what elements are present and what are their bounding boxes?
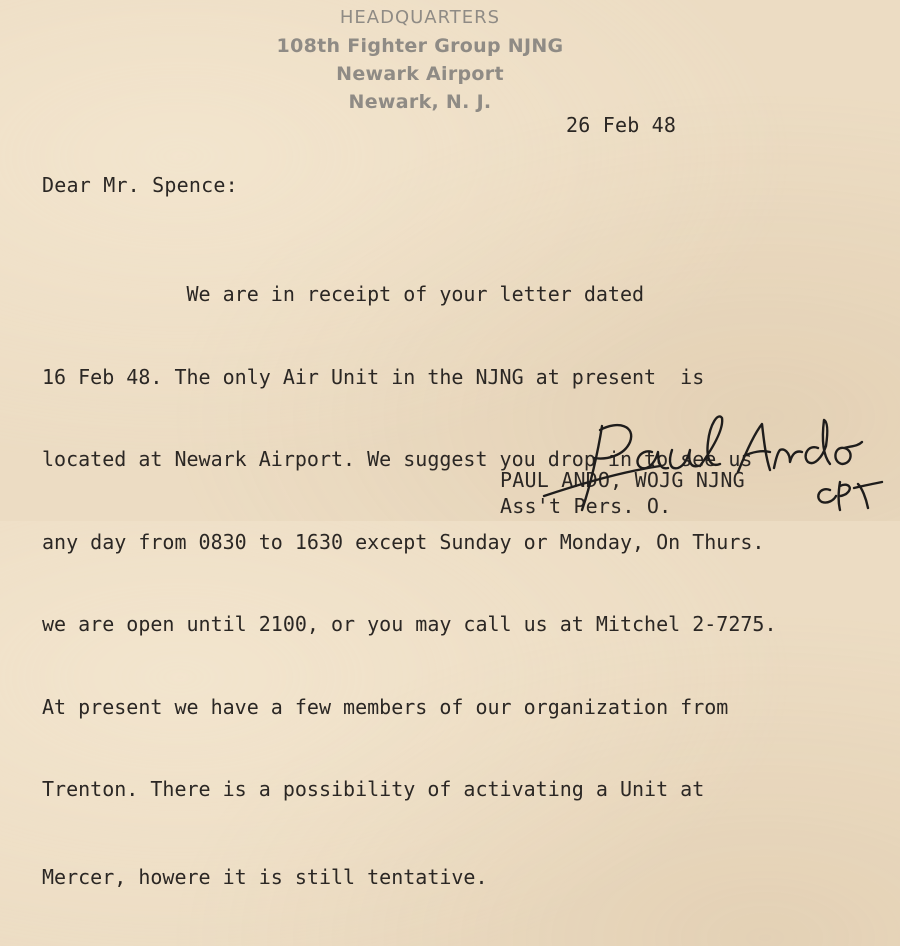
body-line: located at Newark Airport. We suggest you drop in to see us	[42, 447, 753, 471]
handwritten-signature	[540, 412, 900, 517]
body-line: At present we have a few members of our organization from	[42, 694, 729, 719]
letterhead-city: Newark, N. J.	[348, 91, 492, 113]
salutation: Dear Mr. Spence:	[42, 173, 238, 197]
signature-title: Ass't Pers. O.	[500, 494, 672, 518]
body-line: any day from 0830 to 1630 except Sunday or Monday, On Thurs.	[42, 529, 765, 554]
body-line: Mercer, howere it is still tentative.	[42, 864, 488, 889]
letterhead-title: HEADQUARTERS	[339, 7, 501, 28]
letterhead-location: Newark Airport	[336, 63, 504, 85]
letterhead-stamp	[240, 4, 600, 116]
body-line: 16 Feb 48. The only Air Unit in the NJNG at present is	[42, 364, 705, 389]
letter-date: 26 Feb 48	[566, 113, 677, 137]
body-line: We are in receipt of your letter dated	[42, 282, 645, 306]
signature-name: PAUL ANDO, WOJG NJNG	[500, 468, 745, 492]
body-line: Trenton. There is a possibility of activating a Unit at	[42, 777, 705, 801]
body-line: we are open until 2100, or you may call us at Mitchel 2-7275.	[42, 612, 777, 636]
letterhead-unit: 108th Fighter Group NJNG	[276, 35, 564, 57]
letter-body	[42, 226, 882, 946]
